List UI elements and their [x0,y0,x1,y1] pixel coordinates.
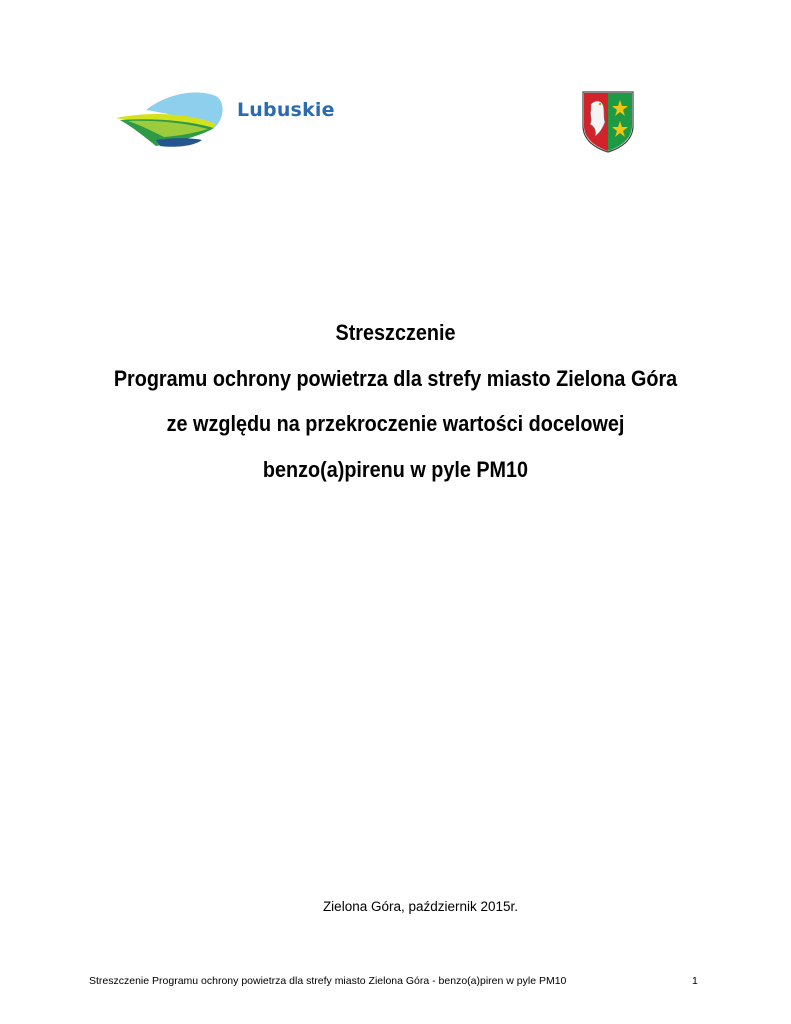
coat-of-arms-icon [581,90,635,154]
logo-text: Lubuskie [237,99,335,121]
title-line-3: ze względu na przekroczenie wartości docelowej [166,411,625,436]
lubuskie-region-logo-icon [116,90,236,150]
title-line-2: Programu ochrony powietrza dla strefy miasto Zielona Góra [113,365,678,391]
footer-text: Streszczenie Programu ochrony powietrza dla strefy miasto Zielona Góra - benzo(a)piren w pyle PM10 [89,975,567,987]
document-title [0,310,791,492]
lubuskie-logo [116,88,346,152]
page-number: 1 [692,975,698,987]
title-line-4: benzo(a)pirenu w pyle PM10 [262,456,529,482]
title-line-1: Streszczenie [335,320,456,345]
place-date: Zielona Góra, październik 2015r. [322,899,519,914]
